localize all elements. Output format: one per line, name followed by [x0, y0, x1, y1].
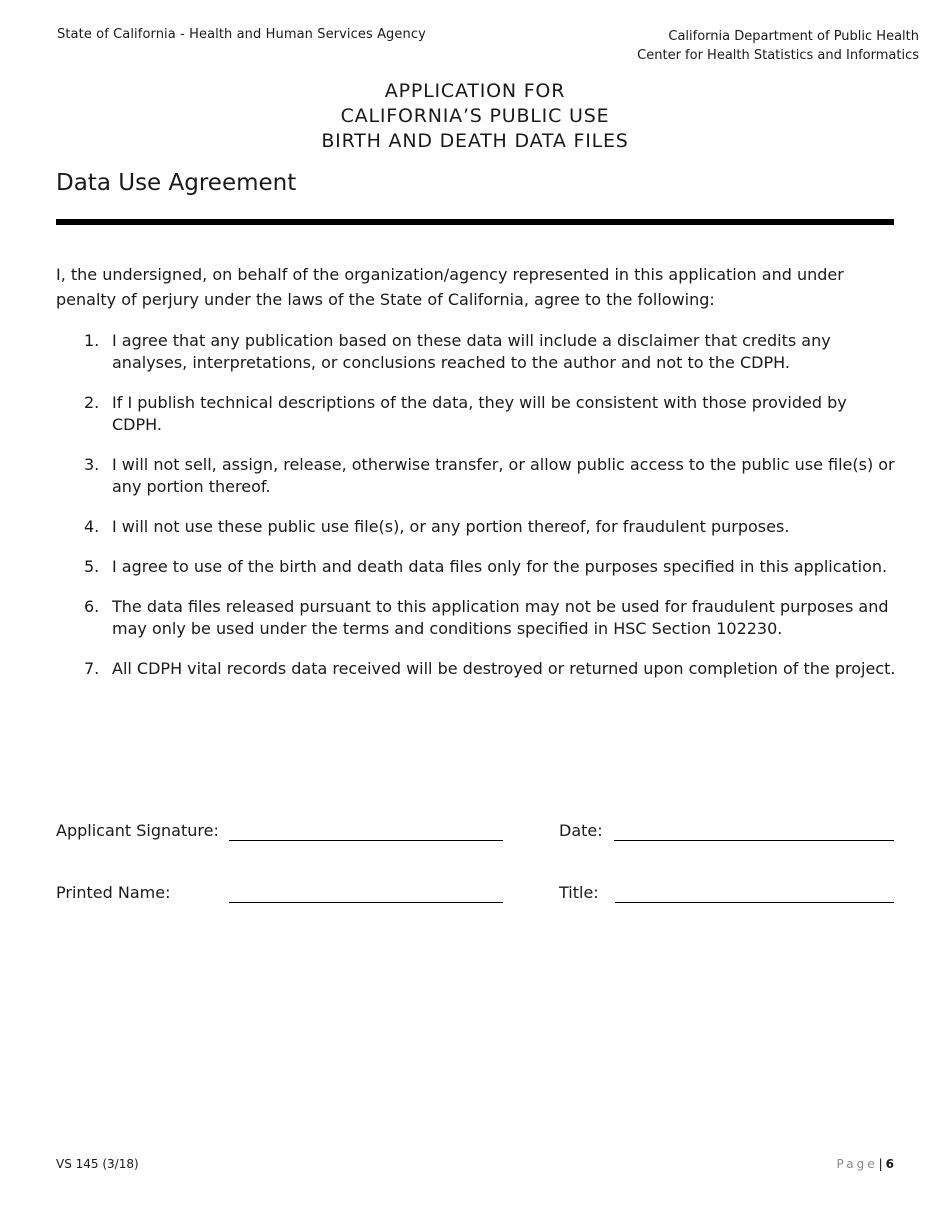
title-line-3: BIRTH AND DEATH DATA FILES — [321, 130, 629, 152]
agreement-item — [84, 658, 896, 680]
section-heading: Data Use Agreement — [56, 170, 297, 196]
item-number: 3. — [84, 455, 100, 474]
agreement-item — [84, 454, 896, 498]
title-line-2: CALIFORNIA’S PUBLIC USE — [340, 105, 610, 127]
item-text: If I publish technical descriptions of the data, they will be consistent with those provided by CDPH. — [112, 393, 847, 434]
heading-divider — [56, 219, 894, 225]
item-number: 2. — [84, 393, 100, 412]
form-id: VS 145 (3/18) — [56, 1157, 139, 1171]
item-text: I agree to use of the birth and death data files only for the purposes specified in this application. — [112, 557, 888, 576]
item-number: 4. — [84, 517, 100, 536]
item-text: All CDPH vital records data received will be destroyed or returned upon completion of the project. — [112, 659, 896, 678]
printed-name-label: Printed Name: — [56, 883, 171, 902]
title-line-1: APPLICATION FOR — [384, 80, 566, 102]
agreement-item — [84, 330, 896, 374]
date-label: Date: — [559, 821, 603, 840]
item-text: The data files released pursuant to this application may not be used for fraudulent purposes and may only be used under the terms and conditions specified in HSC Section 102230. — [112, 597, 889, 638]
item-text: I will not sell, assign, release, otherwise transfer, or allow public access to the public use file(s) or any portion thereof. — [112, 455, 895, 496]
printed-name-field[interactable] — [229, 887, 503, 903]
item-number: 5. — [84, 557, 100, 576]
signature-field[interactable] — [229, 825, 503, 841]
page-word: Page — [836, 1157, 878, 1171]
center-name: Center for Health Statistics and Informatics — [637, 48, 919, 63]
agreement-item — [84, 516, 896, 538]
item-number: 7. — [84, 659, 100, 678]
date-field[interactable] — [614, 825, 894, 841]
agreement-item — [84, 556, 896, 578]
agreement-item — [84, 392, 896, 436]
department-name: California Department of Public Health — [668, 29, 919, 44]
page-indicator — [837, 1157, 894, 1171]
signature-label: Applicant Signature: — [56, 821, 219, 840]
agreement-list — [84, 330, 896, 698]
department-header — [637, 27, 919, 65]
page-title — [0, 79, 950, 154]
page-separator: | — [878, 1157, 883, 1171]
intro-paragraph: I, the undersigned, on behalf of the organization/agency represented in this application and under penalty of perjury under the laws of the State of California, agree to the following: — [56, 265, 844, 309]
agreement-item — [84, 596, 896, 640]
page-number: 6 — [885, 1157, 894, 1171]
title-label: Title: — [559, 883, 599, 902]
title-field[interactable] — [615, 887, 894, 903]
item-text: I will not use these public use file(s), or any portion thereof, for fraudulent purposes. — [112, 517, 790, 536]
item-number: 1. — [84, 331, 100, 350]
item-text: I agree that any publication based on these data will include a disclaimer that credits any analyses, interpretations, or conclusions reached to the author and not to the CDPH. — [112, 331, 831, 372]
agency-header: State of California - Health and Human Services Agency — [57, 27, 426, 42]
item-number: 6. — [84, 597, 100, 616]
